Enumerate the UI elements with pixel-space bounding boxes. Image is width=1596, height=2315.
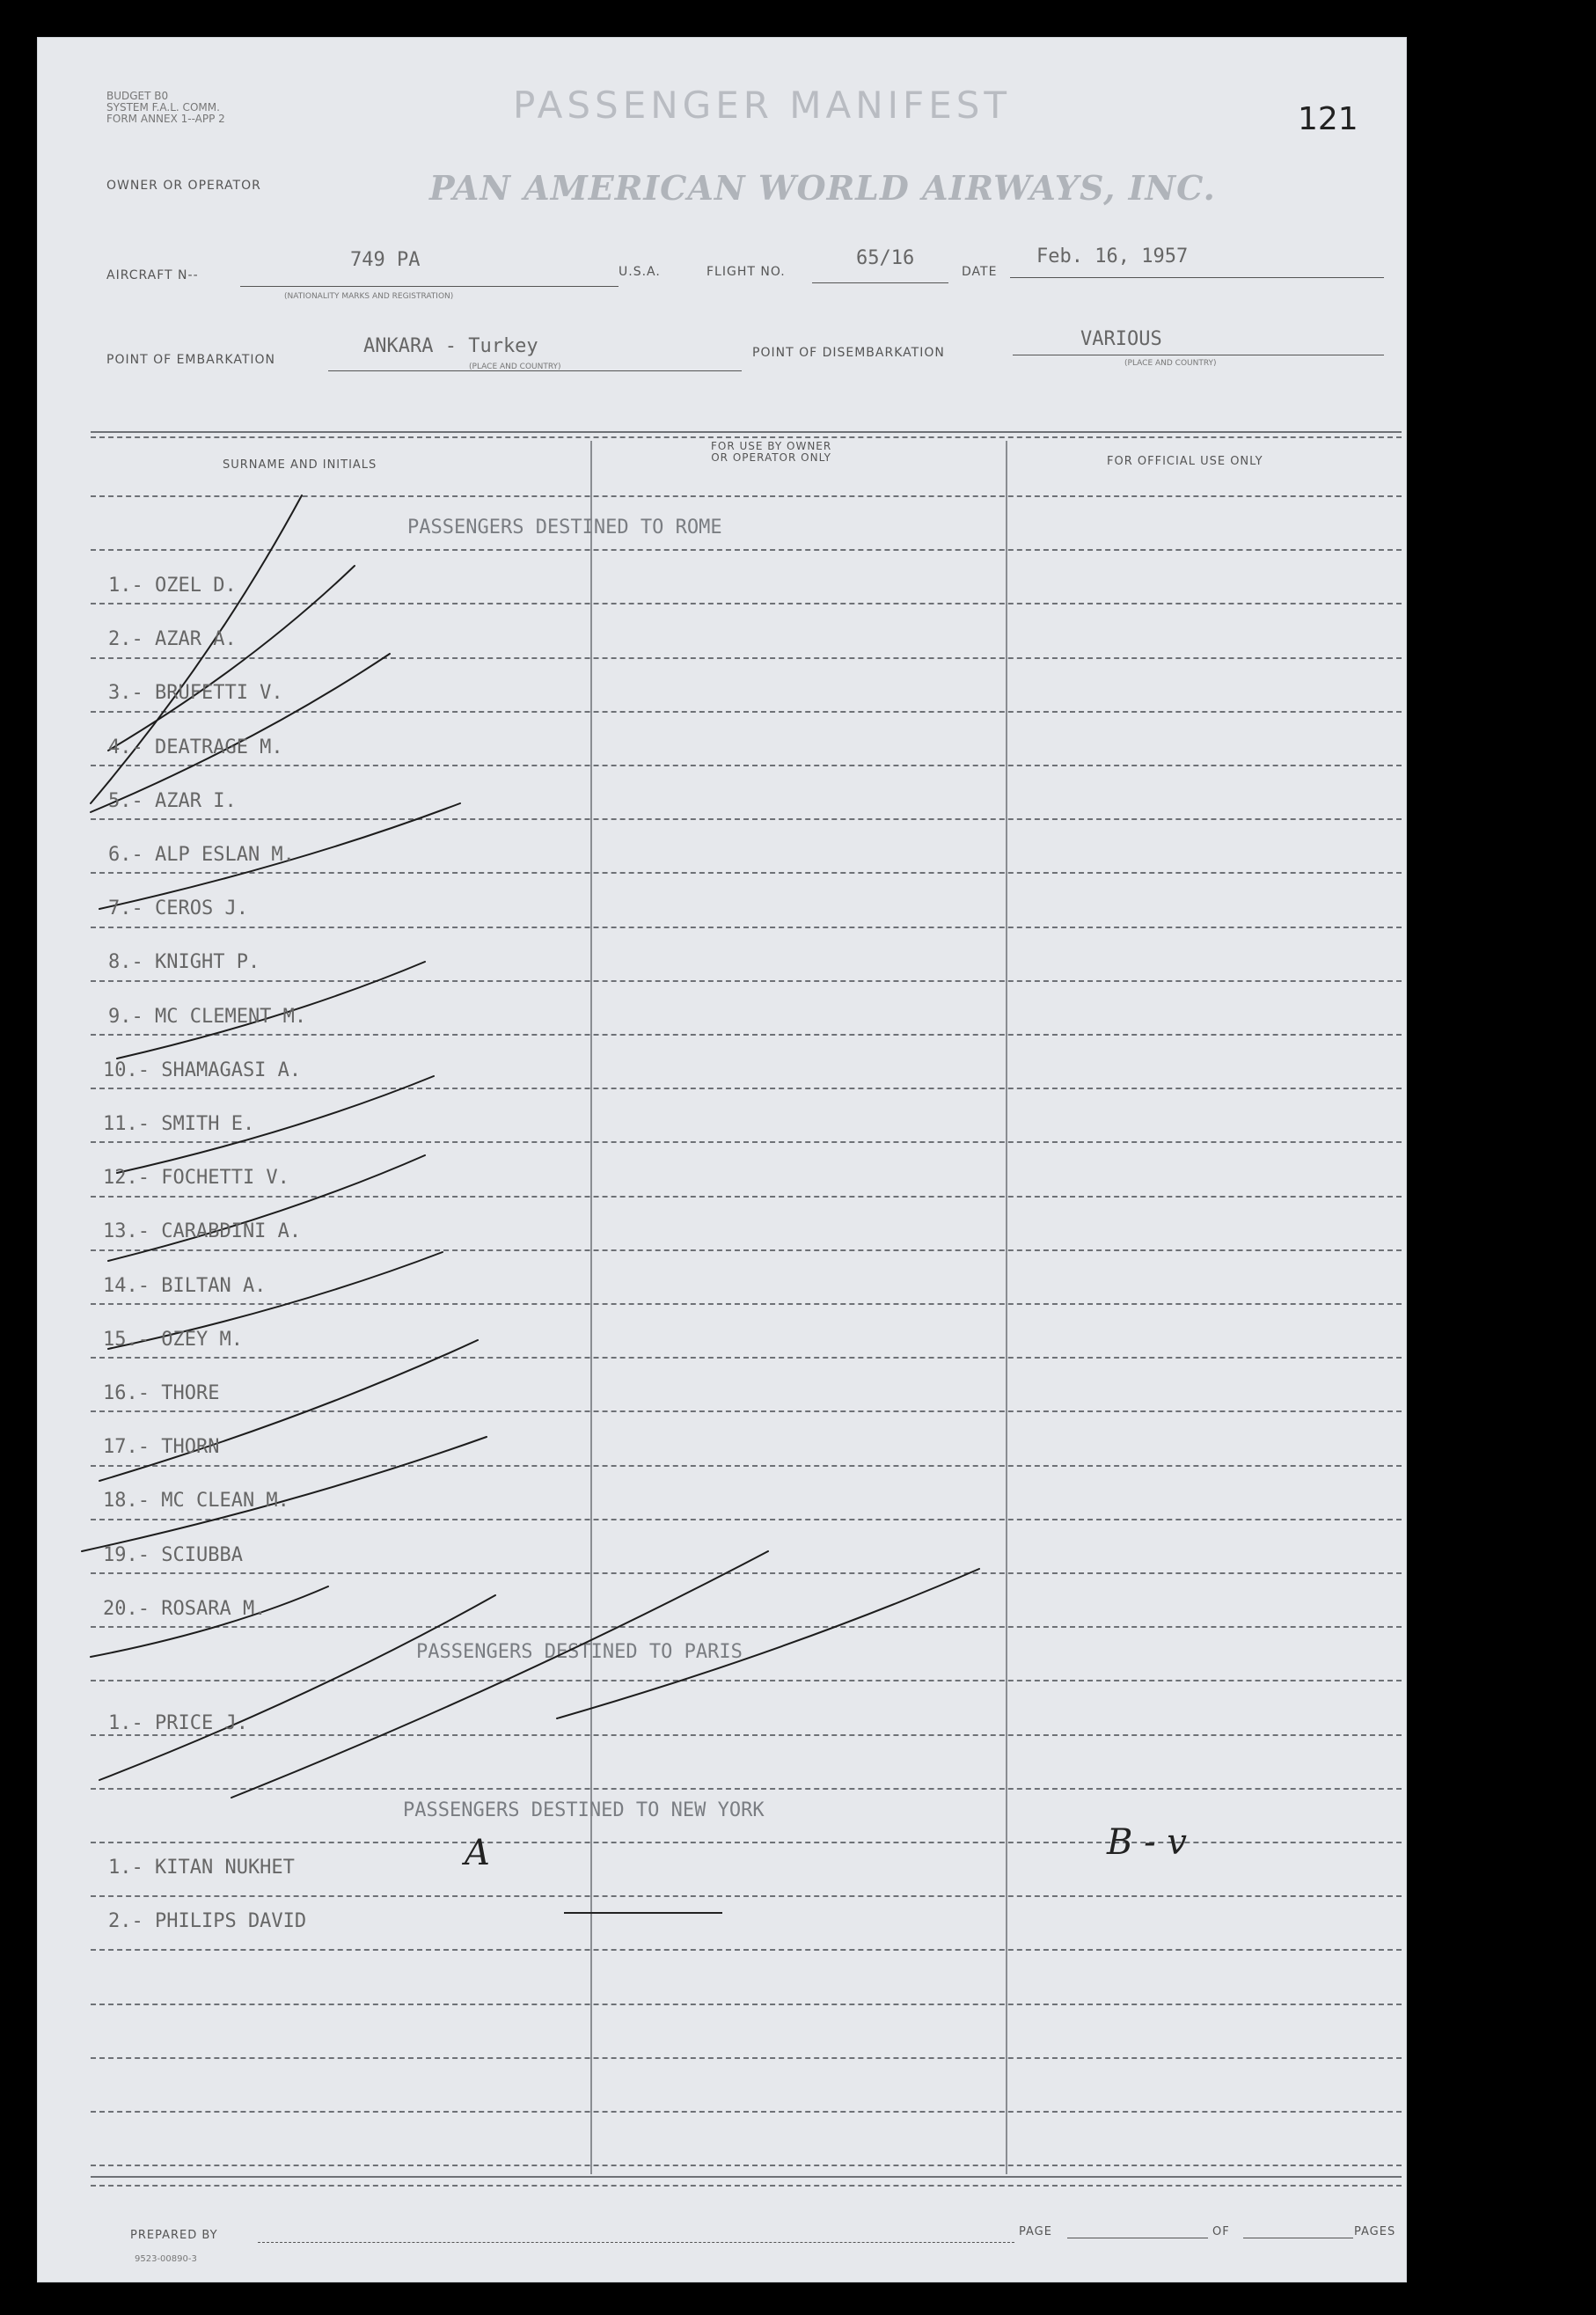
passenger-name: 2.- AZAR A. xyxy=(108,628,237,650)
passenger-name: 12.- FOCHETTI V. xyxy=(103,1167,289,1189)
page-label: PAGE xyxy=(1019,2225,1052,2238)
passenger-name: 7.- CEROS J. xyxy=(108,897,248,919)
form-code-corner: BUDGET B0 SYSTEM F.A.L. COMM. FORM ANNEX 1--APP 2 xyxy=(106,90,225,125)
aircraft-value: 749 PA xyxy=(350,249,421,271)
owner-label: OWNER OR OPERATOR xyxy=(106,179,261,193)
column-surname: SURNAME AND INITIALS xyxy=(223,458,377,472)
passenger-name: 1.- PRICE J. xyxy=(108,1712,248,1734)
column-official-use: FOR OFFICIAL USE ONLY xyxy=(1107,455,1263,468)
column-owner-use: FOR USE BY OWNER OR OPERATOR ONLY xyxy=(711,440,832,464)
aircraft-sub: (NATIONALITY MARKS AND REGISTRATION) xyxy=(284,292,454,301)
aircraft-label: AIRCRAFT N-- xyxy=(106,268,199,282)
form-title: PASSENGER MANIFEST xyxy=(513,84,1012,127)
passenger-name: 5.- AZAR I. xyxy=(108,790,237,812)
embark-value: ANKARA - Turkey xyxy=(363,335,538,357)
handwritten-mark-b: B - v xyxy=(1107,1822,1187,1863)
disembark-label: POINT OF DISEMBARKATION xyxy=(752,346,945,360)
strikethrough-stroke xyxy=(231,1551,768,1798)
flight-value: 65/16 xyxy=(856,247,915,269)
passenger-name: 17.- THORN xyxy=(103,1436,220,1458)
strikethrough-stroke xyxy=(557,1569,979,1718)
passenger-name: 15.- OZEY M. xyxy=(103,1329,243,1351)
passenger-name: 19.- SCIUBBA xyxy=(103,1544,243,1566)
passenger-name: 10.- SHAMAGASI A. xyxy=(103,1059,302,1081)
page-number: 121 xyxy=(1298,101,1358,137)
date-value: Feb. 16, 1957 xyxy=(1036,245,1189,267)
manifest-sheet xyxy=(37,37,1407,2282)
of-label: OF xyxy=(1212,2225,1230,2238)
prepared-by-label: PREPARED BY xyxy=(130,2229,218,2242)
section-rome: PASSENGERS DESTINED TO ROME xyxy=(407,516,722,538)
handwritten-mark-a: A xyxy=(465,1833,490,1873)
footer-form-code: 9523-00890-3 xyxy=(135,2254,197,2264)
passenger-name: 9.- MC CLEMENT M. xyxy=(108,1006,307,1028)
passenger-name: 1.- OZEL D. xyxy=(108,575,237,597)
passenger-name: 11.- SMITH E. xyxy=(103,1113,255,1135)
date-label: DATE xyxy=(962,265,998,279)
pages-label: PAGES xyxy=(1354,2225,1396,2238)
embark-label: POINT OF EMBARKATION xyxy=(106,353,276,367)
owner-value: PAN AMERICAN WORLD AIRWAYS, INC. xyxy=(429,168,1216,208)
disembark-sub: (PLACE AND COUNTRY) xyxy=(1124,359,1217,368)
passenger-name: 1.- KITAN NUKHET xyxy=(108,1857,295,1879)
flight-label: FLIGHT NO. xyxy=(706,265,786,279)
passenger-name: 18.- MC CLEAN M. xyxy=(103,1490,289,1512)
strikethrough-stroke xyxy=(99,1595,495,1780)
passenger-name: 8.- KNIGHT P. xyxy=(108,951,260,973)
section-new-york: PASSENGERS DESTINED TO NEW YORK xyxy=(403,1799,765,1821)
passenger-name: 20.- ROSARA M. xyxy=(103,1598,267,1620)
section-paris: PASSENGERS DESTINED TO PARIS xyxy=(416,1641,743,1663)
embark-sub: (PLACE AND COUNTRY) xyxy=(469,363,561,371)
passenger-name: 3.- BRUFETTI V. xyxy=(108,682,283,704)
passenger-name: 6.- ALP ESLAN M. xyxy=(108,844,295,866)
passenger-name: 2.- PHILIPS DAVID xyxy=(108,1910,307,1932)
strikethrough-marks xyxy=(38,38,1406,2282)
strikethrough-stroke xyxy=(91,1586,328,1657)
usa-label: U.S.A. xyxy=(619,265,661,279)
disembark-value: VARIOUS xyxy=(1080,328,1162,350)
passenger-name: 13.- CARABDINI A. xyxy=(103,1220,302,1242)
passenger-name: 14.- BILTAN A. xyxy=(103,1275,267,1297)
passenger-name: 4.- DEATRAGE M. xyxy=(108,736,283,758)
passenger-name: 16.- THORE xyxy=(103,1382,220,1404)
